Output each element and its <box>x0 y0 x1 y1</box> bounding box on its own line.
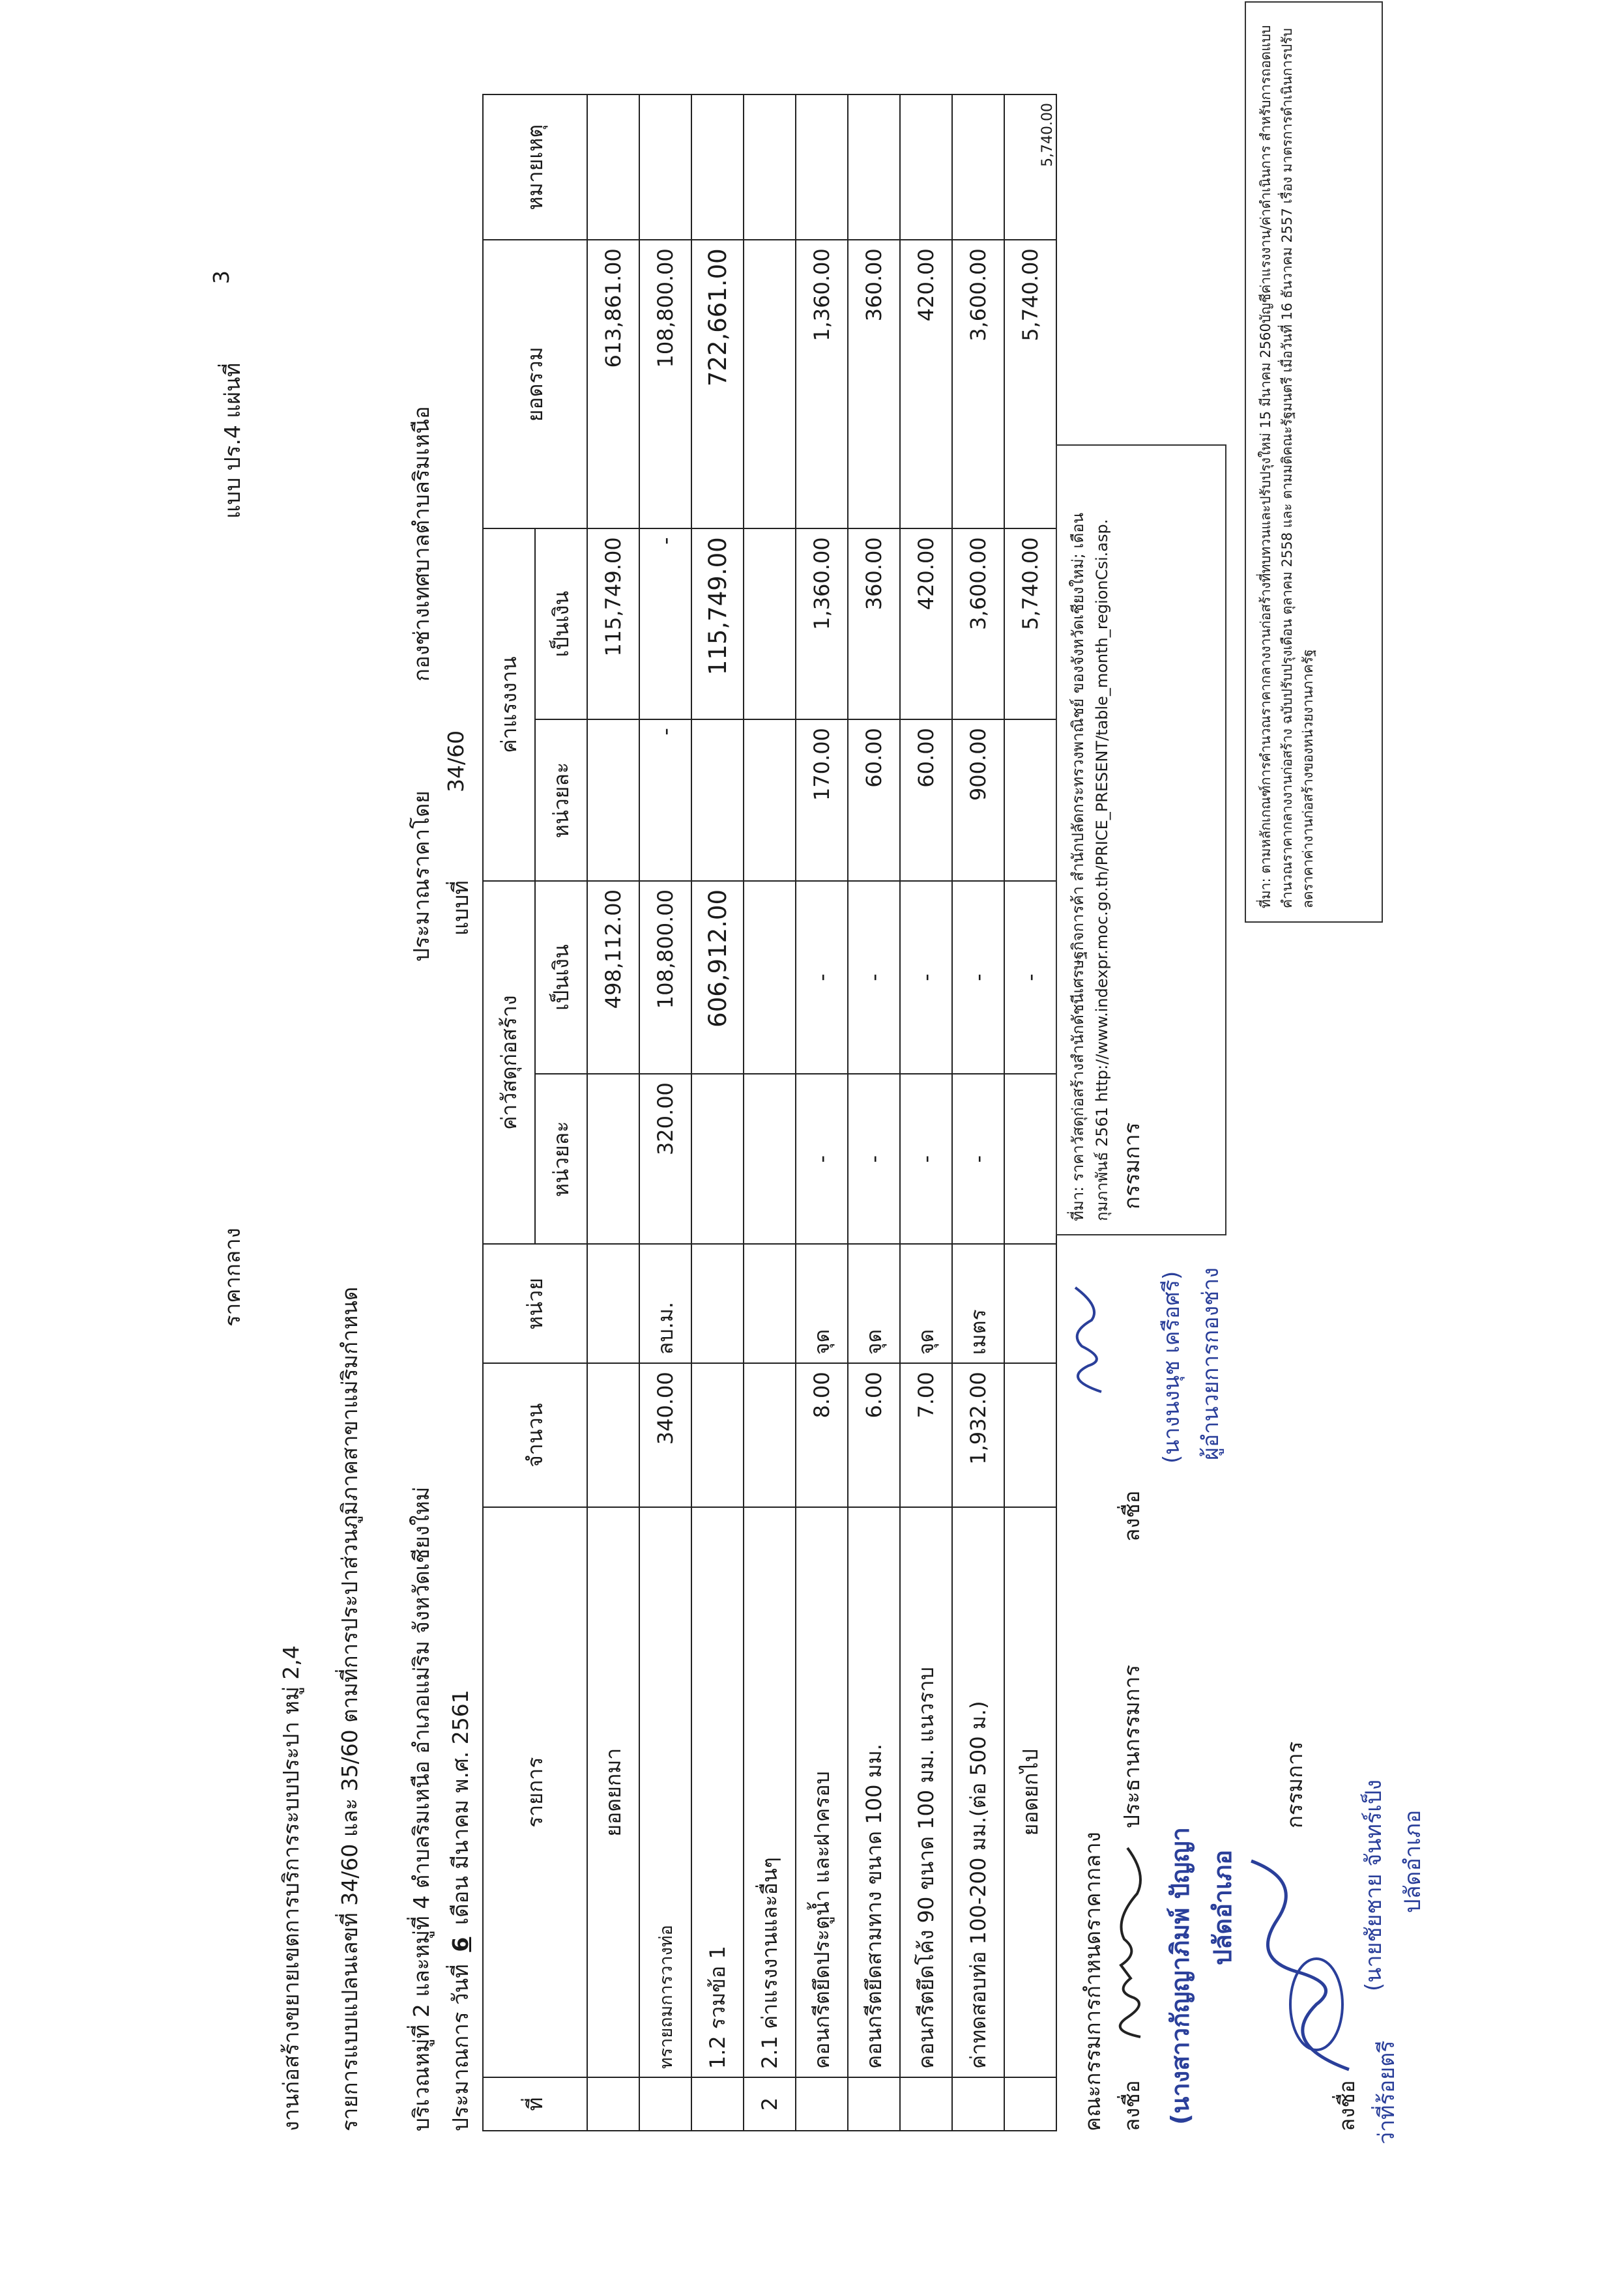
cell-total: 1,360.00 <box>796 240 848 528</box>
sheet-number: 3 <box>209 270 234 284</box>
cell-remark <box>900 94 952 240</box>
cell-lab-unit <box>744 719 796 881</box>
cell-lab-unit: - <box>639 719 691 881</box>
cell-qty: 1,932.00 <box>952 1363 1004 1507</box>
member2-role: กรรมการ <box>1282 1741 1307 1828</box>
cell-lab-unit <box>691 719 744 881</box>
cell-qty <box>691 1363 744 1507</box>
cell-unit <box>1004 1244 1056 1363</box>
table-row <box>848 94 900 2131</box>
member2-name: (นายชัยชาย จันทร์เป็ง <box>1361 1779 1387 1991</box>
cell-no: 2 <box>744 2077 796 2131</box>
cell-unit <box>587 1244 639 1363</box>
cell-no <box>691 2077 744 2131</box>
cell-mat-unit: - <box>900 1074 952 1244</box>
header-no: ที่ <box>483 2077 587 2131</box>
cell-total: 722,661.00 <box>691 240 744 528</box>
cell-total: 108,800.00 <box>639 240 691 528</box>
estimate-date <box>443 1690 478 2131</box>
cell-item: 2.1 ค่าแรงงานและอื่นๆ <box>744 1507 796 2077</box>
page-title: ราคากลาง <box>220 1228 245 1327</box>
cell-total: 613,861.00 <box>587 240 639 528</box>
cell-qty: 6.00 <box>848 1363 900 1507</box>
table-row <box>1004 94 1056 2131</box>
form-label <box>215 363 250 519</box>
date-prefix: ประมาณการ วันที่ <box>448 1964 473 2131</box>
project-name: งานก่อสร้างขยายเขตการบริการระบบประปา หมู่ 2,4 <box>278 1645 304 2131</box>
cell-qty: 340.00 <box>639 1363 691 1507</box>
member1-position: ผู้อำนวยการกองช่าง <box>1198 1267 1224 1460</box>
estimated-by-label: ประมาณราคาโดย <box>409 790 434 962</box>
table-row <box>952 94 1004 2131</box>
source-note-materials: ที่มา: ราคาวัสดุก่อสร้างสำนักดัชนีเศรษฐกิจการค้า สำนักปลัดกระทรวงพาณิชย์ ของจังหวัดเชียงใหม่; เดือน กุมภาพันธ์ 2561 http://www.indexpr.moc.go.th/PRICE_PRESENT/table_month_regionCsi.asp. <box>1056 444 1226 1235</box>
cell-qty: 7.00 <box>900 1363 952 1507</box>
cell-mat-amount: - <box>848 881 900 1074</box>
member1-signature <box>1056 1275 1114 1405</box>
cell-mat-amount: - <box>796 881 848 1074</box>
cell-lab-amount: 360.00 <box>848 528 900 719</box>
cell-lab-unit: 60.00 <box>900 719 952 881</box>
cell-qty <box>744 1363 796 1507</box>
cell-lab-amount: 3,600.00 <box>952 528 1004 719</box>
cell-mat-amount: 606,912.00 <box>691 881 744 1074</box>
cell-no <box>639 2077 691 2131</box>
cell-no <box>1004 2077 1056 2131</box>
cell-mat-amount: 108,800.00 <box>639 881 691 1074</box>
cell-qty <box>1004 1363 1056 1507</box>
chairman-role: ประธานกรรมการ <box>1119 1664 1144 1828</box>
estimated-by: กองช่างเทศบาลตำบลริมเหนือ <box>409 406 434 682</box>
cell-unit: ลบ.ม. <box>639 1244 691 1363</box>
cell-lab-amount: 420.00 <box>900 528 952 719</box>
cell-item: ยอดยกไป <box>1004 1507 1056 2077</box>
member2-sign-label: ลงชื่อ <box>1334 2080 1359 2131</box>
cell-unit <box>691 1244 744 1363</box>
cell-qty: 8.00 <box>796 1363 848 1507</box>
table-row <box>900 94 952 2131</box>
member2-position: ปลัดอำเภอ <box>1400 1809 1426 1913</box>
cell-mat-unit: 320.00 <box>639 1074 691 1244</box>
cell-total: 360.00 <box>848 240 900 528</box>
date-rest: เดือน มีนาคม พ.ศ. 2561 <box>448 1690 473 1925</box>
cell-item: คอนกรีตยึดสามทาง ขนาด 100 มม. <box>848 1507 900 2077</box>
header-qty: จำนวน <box>483 1363 587 1507</box>
cell-mat-amount: - <box>952 881 1004 1074</box>
table-row <box>744 94 796 2131</box>
cell-remark <box>587 94 639 240</box>
cell-remark <box>744 94 796 240</box>
table-row <box>639 94 691 2131</box>
cell-total <box>744 240 796 528</box>
source-note-labor: ที่มา: ตามหลักเกณฑ์การคำนวณราคากลางงานก่อสร้างที่ทบทวนและปรับปรุงใหม่ 15 มีนาคม 2560บัญชีค่าแรงงาน/ค่าดำเนินการ สำหรับการถอดแบบคำนวณราคากลางงานก่อสร้าง ฉบับปรับปรุงเดือน ตุลาคม 2558 และ ตามมติคณะรัฐมนตรี เมื่อวันที่ 16 ธันวาคม 2557 เรื่อง มาตรการดำเนินการปรับลดราคาค่างานก่อสร้างของหน่วยงานภาครัฐ <box>1245 1 1383 923</box>
cell-lab-amount: 115,749.00 <box>691 528 744 719</box>
cell-qty <box>587 1363 639 1507</box>
cell-mat-unit: - <box>952 1074 1004 1244</box>
cell-remark <box>848 94 900 240</box>
cell-lab-unit <box>1004 719 1056 881</box>
cell-total: 420.00 <box>900 240 952 528</box>
cell-mat-unit: - <box>796 1074 848 1244</box>
cell-no <box>796 2077 848 2131</box>
cell-no <box>952 2077 1004 2131</box>
form-number: 34/60 <box>443 730 469 792</box>
header-labor: ค่าแรงงาน <box>483 528 535 881</box>
cell-item: คอนกรีตยึดประตูน้ำ และฝาครอบ <box>796 1507 848 2077</box>
chairman-position: ปลัดอำเภอ <box>1208 1849 1237 1965</box>
cell-item: ค่าทดสอบท่อ 100-200 มม.(ต่อ 500 ม.) <box>952 1507 1004 2077</box>
cell-total: 5,740.00 <box>1004 240 1056 528</box>
cell-lab-amount <box>744 528 796 719</box>
cell-remark: 5,740.00 <box>1004 94 1056 240</box>
committee-title: คณะกรรมการกำหนดราคากลาง <box>1080 1832 1105 2131</box>
cell-mat-unit <box>744 1074 796 1244</box>
table-row <box>587 94 639 2131</box>
cell-item: คอนกรีตยึดโค้ง 90 ขนาด 100 มม. แนวราบ <box>900 1507 952 2077</box>
cell-mat-unit: - <box>848 1074 900 1244</box>
cell-lab-amount: 115,749.00 <box>587 528 639 719</box>
header-material-unit: หน่วยละ <box>535 1074 587 1244</box>
cell-lab-unit: 170.00 <box>796 719 848 881</box>
estimate-table <box>482 94 1057 2131</box>
cell-item: 1.2 รวมข้อ 1 <box>691 1507 744 2077</box>
cell-no <box>900 2077 952 2131</box>
cell-mat-unit <box>587 1074 639 1244</box>
cell-remark <box>952 94 1004 240</box>
header-total: ยอดรวม <box>483 240 587 528</box>
header-item: รายการ <box>483 1507 587 2077</box>
cell-item: ทรายถมการวางท่อ <box>639 1507 691 2077</box>
date-day: 6 <box>448 1937 473 1952</box>
cell-mat-unit <box>1004 1074 1056 1244</box>
header-material-amount: เป็นเงิน <box>535 881 587 1074</box>
cell-lab-amount: 1,360.00 <box>796 528 848 719</box>
cell-mat-unit <box>691 1074 744 1244</box>
header-material: ค่าวัสดุก่อสร้าง <box>483 881 535 1244</box>
cell-mat-amount: - <box>1004 881 1056 1074</box>
member1-role: กรรมการ <box>1119 1122 1144 1209</box>
cell-unit: เมตร <box>952 1244 1004 1363</box>
cell-unit <box>744 1244 796 1363</box>
cell-remark <box>691 94 744 240</box>
chairman-signature <box>1101 1835 1153 2043</box>
member1-sign-label: ลงชื่อ <box>1119 1490 1144 1542</box>
chairman-sign-label: ลงชื่อ <box>1119 2080 1144 2131</box>
table-row <box>796 94 848 2131</box>
cell-lab-amount: - <box>639 528 691 719</box>
member2-signature <box>1238 1848 1369 2083</box>
header-unit: หน่วย <box>483 1244 587 1363</box>
cell-total: 3,600.00 <box>952 240 1004 528</box>
cell-mat-amount: 498,112.00 <box>587 881 639 1074</box>
header-labor-amount: เป็นเงิน <box>535 528 587 719</box>
table-row <box>691 94 744 2131</box>
cell-mat-amount: - <box>900 881 952 1074</box>
cell-lab-unit: 60.00 <box>848 719 900 881</box>
form-name: แบบ ปร.4 แผ่นที่ <box>220 362 245 519</box>
cell-lab-unit <box>587 719 639 881</box>
cell-unit: จุด <box>848 1244 900 1363</box>
cell-remark <box>639 94 691 240</box>
cell-unit: จุด <box>900 1244 952 1363</box>
header-row <box>483 94 535 2131</box>
member1-name: (นางนงนุช เครือศรี) <box>1159 1271 1185 1463</box>
design-reference: รายการแบบแปลนเลขที่ 34/60 และ 35/60 ตามที่การประปาส่วนภูมิภาคสาขาแม่ริมกำหนด <box>337 1286 362 2131</box>
form-number-label: แบบที่ <box>448 880 473 936</box>
header-remark: หมายเหตุ <box>483 94 587 240</box>
location: บริเวณหมู่ที่ 2 และหมู่ที่ 4 ตำบลริมเหนือ อำเภอแม่ริม จังหวัดเชียงใหม่ <box>409 1486 434 2131</box>
cell-mat-amount <box>744 881 796 1074</box>
header-labor-unit: หน่วยละ <box>535 719 587 881</box>
cell-remark <box>796 94 848 240</box>
cell-no <box>848 2077 900 2131</box>
cell-lab-unit: 900.00 <box>952 719 1004 881</box>
cell-unit: จุด <box>796 1244 848 1363</box>
cell-no <box>587 2077 639 2131</box>
cell-item: ยอดยกมา <box>587 1507 639 2077</box>
member2-prefix: ว่าที่ร้อยตรี <box>1374 2040 1400 2144</box>
cell-lab-amount: 5,740.00 <box>1004 528 1056 719</box>
chairman-name: (นางสาวกัญญาภิมพ์ ปัญญา <box>1166 1827 1195 2125</box>
